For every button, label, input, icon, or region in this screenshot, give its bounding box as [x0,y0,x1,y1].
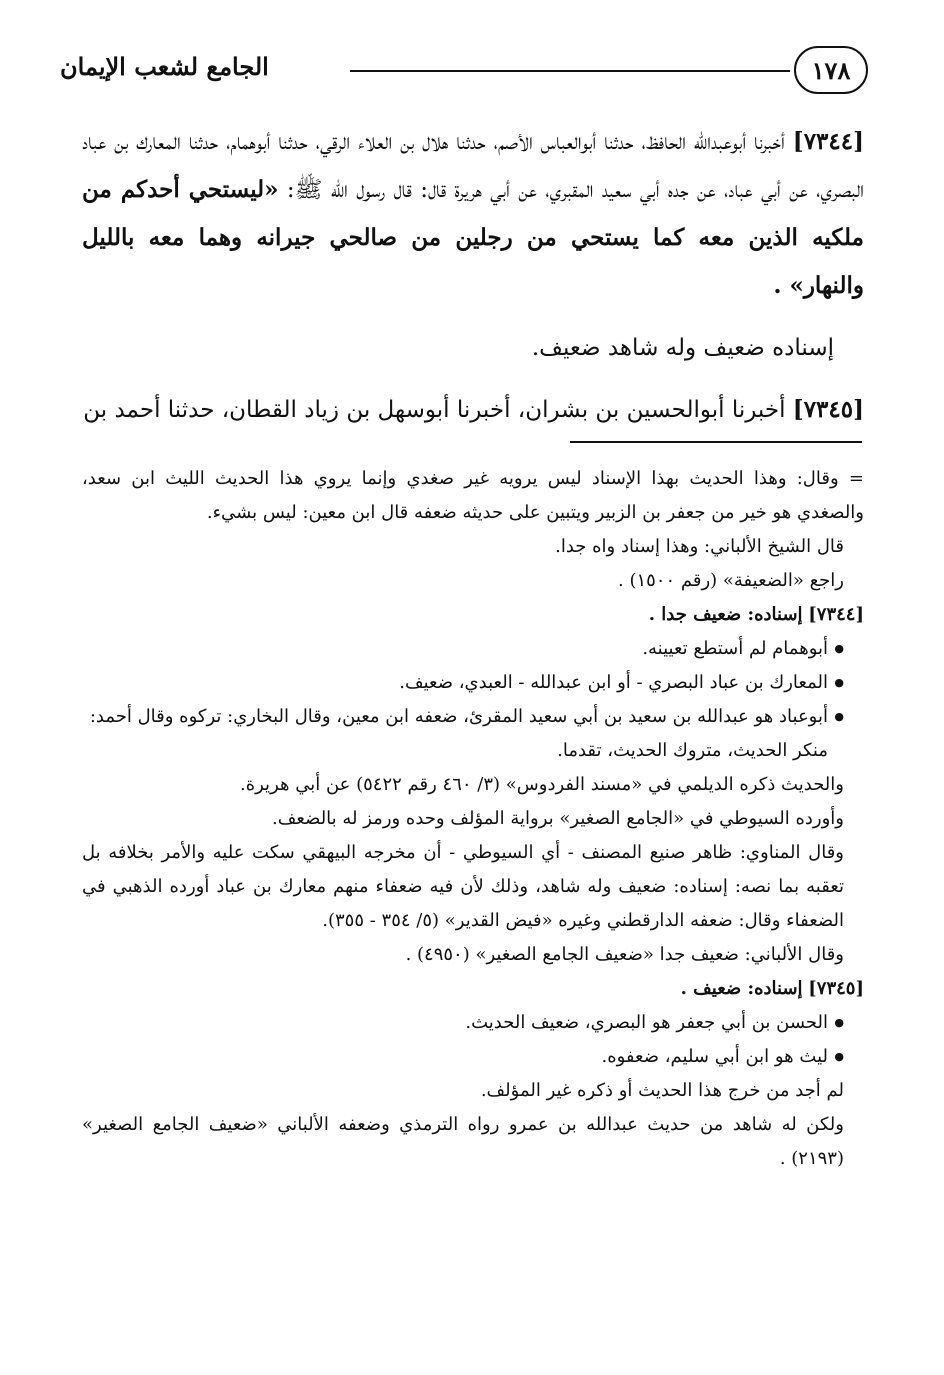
page-header [60,46,868,102]
hadith-number: [٧٣٤٤] [792,128,864,155]
list-item: ● الحسن بن أبي جعفر هو البصري، ضعيف الحديث. [82,1006,844,1040]
hadith-isnad: أخبرنا أبوالحسين بن بشران، أخبرنا أبوسهل بن زياد القطان، حدثنا أحمد بن [83,397,786,423]
narrator-list [82,632,864,768]
hadith-7344 [82,118,864,310]
footnote-line: وقال المناوي: ظاهر صنيع المصنف - أي السيوطي - أن مخرجه البيهقي سكت عليه والأمر بخلافه بل تعقبه بما نصه: إسناده: ضعيف وله شاهد، وذلك لأن فيه ضعفاء منهم معارك بن عباد أورده الذهبي في الضعفاء وقال: ضعفه الدارقطني وغيره «فيض القدير» (٥/ ٣٥٤ - ٣٥٥). [82,842,844,931]
footnote-separator [570,441,862,443]
main-text [82,118,864,448]
footnote-line: راجع «الضعيفة» (رقم ١٥٠٠) . [618,570,844,591]
footnotes [82,462,864,1176]
list-item: ● المعارك بن عباد البصري - أو ابن عبدالله - العبدي، ضعيف. [82,666,844,700]
book-title: الجامع لشعب الإيمان [60,52,269,81]
footnote-line: والحديث ذكره الديلمي في «مسند الفردوس» (٣/ ٤٦٠ رقم ٥٤٢٢) عن أبي هريرة. [239,774,844,795]
narrator-list [82,1006,864,1074]
hadith-7345 [82,386,864,434]
footnote-grading: إسناده: ضعيف جدا . [648,604,803,625]
header-rule [350,70,790,72]
footnote-number: [٧٣٤٥] [808,978,864,999]
hadith-matn: «ليستحي أحدكم من ملكيه الذين معه كما يستحي من رجلين من صالحي جيرانه وهما معه بالليل والنهار» . [82,176,864,299]
footnote-line: لم أجد من خرج هذا الحديث أو ذكره غير المؤلف. [480,1080,844,1101]
hadith-isnad: أخبرنا أبوعبدالله الحافظ، حدثنا أبوالعباس الأصم، حدثنا هلال بن العلاء الرقي، حدثنا أبوهمام، حدثنا المعارك بن عباد البصري، عن أبي عباد، عن جده أبي سعيد المقبري، عن أبي هريرة قال: قال رسول الله ﷺ: [82,129,864,203]
list-item: ● أبوعباد هو عبدالله بن سعيد بن أبي سعيد المقرئ، ضعفه ابن معين، وقال البخاري: تركوه وقال أحمد: منكر الحديث، متروك الحديث، تقدما. [82,700,844,768]
footnote-line: وأورده السيوطي في «الجامع الصغير» برواية المؤلف وحده ورمز له بالضعف. [272,808,844,829]
footnote-heading-7344 [82,598,864,632]
footnote-line: ولكن له شاهد من حديث عبدالله بن عمرو رواه الترمذي وضعفه الألباني «ضعيف الجامع الصغير» (٢١٩٣) . [82,1114,844,1169]
footnote-continuation: = وقال: وهذا الحديث بهذا الإسناد ليس يرويه غير صغدي وإنما يروي هذا الحديث الليث ابن سعد، والصغدي هو خير من جعفر بن الزبير ويتبين على حديثه ضعفه قال ابن معين: ليس بشيء. [82,468,864,523]
page-number: ١٧٨ [794,46,868,94]
list-item: ● ليث هو ابن أبي سليم، ضعفوه. [82,1040,844,1074]
hadith-number: [٧٣٤٥] [792,396,864,423]
footnote-heading-7345 [82,972,864,1006]
footnote-number: [٧٣٤٤] [808,604,864,625]
footnote-grading: إسناده: ضعيف . [680,978,803,999]
footnote-line: وقال الألباني: ضعيف جدا «ضعيف الجامع الصغير» (٤٩٥٠) . [405,944,844,965]
footnote-line: قال الشيخ الألباني: وهذا إسناد واه جدا. [555,536,844,557]
list-item: ● أبوهمام لم أستطع تعيينه. [82,632,844,666]
hadith-grading: إسناده ضعيف وله شاهد ضعيف. [531,335,834,361]
